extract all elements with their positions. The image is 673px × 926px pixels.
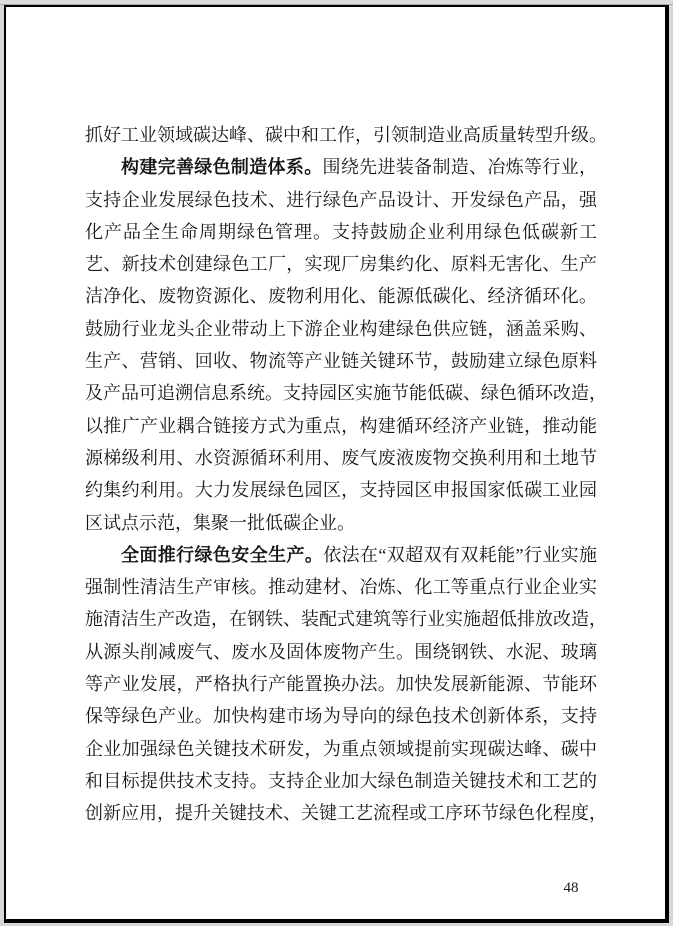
text-line: 化产品全生命周期绿色管理。支持鼓励企业利用绿色低碳新工 xyxy=(85,221,597,242)
text-line: 洁净化、废物资源化、废物利用化、能源低碳化、经济循环化。 xyxy=(85,286,597,307)
text-line: 约集约利用。大力发展绿色园区，支持园区申报国家低碳工业园 xyxy=(85,480,597,501)
text-line: 源梯级利用、水资源循环利用、废气废液废物交换利用和土地节 xyxy=(85,447,597,468)
text-line: 保等绿色产业。加快构建市场为导向的绿色技术创新体系，支持 xyxy=(85,706,597,727)
page-number: 48 xyxy=(563,880,579,896)
text-line: 等产业发展，严格执行产能置换办法。加快发展新能源、节能环 xyxy=(85,674,597,695)
paragraph-heading-bold: 全面推行绿色安全生产。 xyxy=(121,544,324,565)
text-line: 和目标提供技术支持。支持企业加大绿色制造关键技术和工艺的 xyxy=(85,770,597,791)
text-line: 创新应用，提升关键技术、关键工艺流程或工序环节绿色化程度， xyxy=(85,803,607,824)
text-line: 区试点示范，集聚一批低碳企业。 xyxy=(85,512,355,533)
paragraph-lead-rest: 依法在“双超双有双耗能”行业实施 xyxy=(323,544,598,565)
text-line: 艺、新技术创建绿色工厂，实现厂房集约化、原料无害化、生产 xyxy=(85,254,597,275)
text-line: 鼓励行业龙头企业带动上下游企业构建绿色供应链，涵盖采购、 xyxy=(85,318,597,339)
paragraph-lead-line xyxy=(85,151,597,183)
text-line: 及产品可追溯信息系统。支持园区实施节能低碳、绿色循环改造， xyxy=(85,383,607,404)
document-page xyxy=(4,5,669,923)
text-line: 企业加强绿色关键技术研发，为重点领域提前实现碳达峰、碳中 xyxy=(85,738,597,759)
text-line: 强制性清洁生产审核。推动建材、冶炼、化工等重点行业企业实 xyxy=(85,577,597,598)
text-line: 从源头削减废气、废水及固体废物产生。围绕钢铁、水泥、玻璃 xyxy=(85,641,597,662)
text-line: 以推广产业耦合链接方式为重点，构建循环经济产业链，推动能 xyxy=(85,415,597,436)
text-line: 生产、营销、回收、物流等产业链关键环节，鼓励建立绿色原料 xyxy=(85,351,597,372)
text-line: 抓好工业领域碳达峰、碳中和工作，引领制造业高质量转型升级。 xyxy=(85,125,607,145)
text-block xyxy=(85,119,607,830)
text-line: 支持企业发展绿色技术、进行绿色产品设计、开发绿色产品，强 xyxy=(85,189,597,210)
paragraph-lead-rest: 围绕先进装备制造、冶炼等行业， xyxy=(322,157,598,178)
paragraph-heading-bold: 构建完善绿色制造体系。 xyxy=(121,157,323,178)
paragraph-lead-line xyxy=(85,539,597,571)
text-line: 施清洁生产改造，在钢铁、装配式建筑等行业实施超低排放改造， xyxy=(85,609,607,630)
